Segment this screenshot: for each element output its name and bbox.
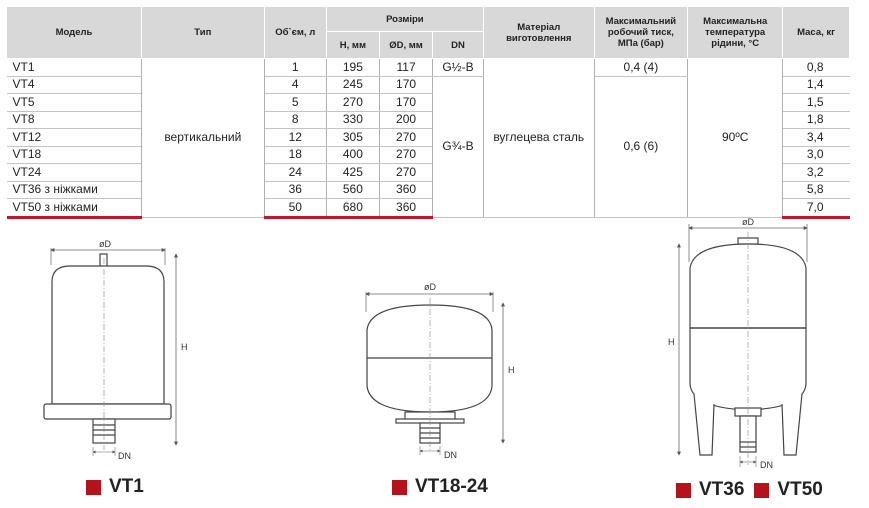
header-model: Модель xyxy=(7,7,142,59)
cell-model: VT50 з ніжками xyxy=(7,199,142,218)
cell-volume: 12 xyxy=(264,129,326,147)
cell-type: вертикальний xyxy=(141,59,264,218)
header-mass: Маса, кг xyxy=(783,7,850,59)
cell-model: VT18 xyxy=(7,146,142,164)
cell-pressure: 0,4 (4) xyxy=(594,59,688,77)
cell-d: 170 xyxy=(379,76,432,94)
cell-h: 305 xyxy=(326,129,379,147)
vt1-height-label: H xyxy=(181,342,188,352)
vt18-24-height-label: H xyxy=(508,365,515,375)
vt36-50-dn-label: DN xyxy=(760,460,773,470)
cell-volume: 24 xyxy=(264,164,326,182)
caption-vt36-vt50 xyxy=(676,479,823,501)
cell-d: 200 xyxy=(379,111,432,129)
cell-model: VT24 xyxy=(7,164,142,182)
header-h: Н, мм xyxy=(326,32,379,59)
header-d: ØD, мм xyxy=(379,32,432,59)
cell-h: 330 xyxy=(326,111,379,129)
cell-volume: 5 xyxy=(264,94,326,112)
header-temperature: Максимальна температура рідини, °С xyxy=(688,7,783,59)
cell-mass: 5,8 xyxy=(783,181,850,199)
cell-mass: 3,2 xyxy=(783,164,850,182)
cell-model: VT1 xyxy=(7,59,142,77)
cell-volume: 4 xyxy=(264,76,326,94)
cell-temperature: 90ºC xyxy=(688,59,783,218)
cell-volume: 1 xyxy=(264,59,326,77)
cell-h: 680 xyxy=(326,199,379,218)
caption-vt36-text: VT36 xyxy=(699,479,745,500)
vt1-drawing xyxy=(44,248,176,456)
caption-vt1-text: VT1 xyxy=(109,476,144,497)
cell-d: 270 xyxy=(379,164,432,182)
caption-vt1 xyxy=(86,476,144,498)
cell-h: 425 xyxy=(326,164,379,182)
header-dimensions: Розміри xyxy=(326,7,483,32)
cell-d: 270 xyxy=(379,129,432,147)
tank-drawings xyxy=(0,215,869,508)
vt36-50-height-label: H xyxy=(668,337,675,347)
red-square-icon xyxy=(676,483,691,498)
cell-volume: 50 xyxy=(264,199,326,218)
cell-material: вуглецева сталь xyxy=(483,59,594,218)
vt18-24-dn-label: DN xyxy=(444,450,457,460)
vt18-24-diameter-label: øD xyxy=(424,282,436,292)
vt36-50-drawing xyxy=(679,224,807,467)
cell-model: VT8 xyxy=(7,111,142,129)
cell-mass: 7,0 xyxy=(783,199,850,218)
cell-mass: 1,5 xyxy=(783,94,850,112)
header-dn: DN xyxy=(433,32,484,59)
cell-h: 245 xyxy=(326,76,379,94)
header-volume: Об`єм, л xyxy=(264,7,326,59)
red-square-icon xyxy=(86,480,101,495)
cell-h: 270 xyxy=(326,94,379,112)
header-material: Матеріал виготовлення xyxy=(483,7,594,59)
cell-model: VT5 xyxy=(7,94,142,112)
cell-mass: 0,8 xyxy=(783,59,850,77)
table-row xyxy=(7,59,850,77)
cell-d: 360 xyxy=(379,199,432,218)
header-pressure: Максимальний робочий тиск, МПа (бар) xyxy=(594,7,688,59)
cell-mass: 3,4 xyxy=(783,129,850,147)
vt1-dn-label: DN xyxy=(118,451,131,461)
cell-dn: G½-B xyxy=(433,59,484,77)
caption-vt18-24 xyxy=(392,476,488,498)
cell-h: 195 xyxy=(326,59,379,77)
cell-model: VT4 xyxy=(7,76,142,94)
cell-mass: 1,4 xyxy=(783,76,850,94)
cell-volume: 8 xyxy=(264,111,326,129)
caption-vt50-text: VT50 xyxy=(777,479,823,500)
cell-d: 360 xyxy=(379,181,432,199)
vt36-50-diameter-label: øD xyxy=(742,217,754,227)
cell-volume: 36 xyxy=(264,181,326,199)
vt1-diameter-label: øD xyxy=(99,239,111,249)
cell-mass: 3,0 xyxy=(783,146,850,164)
cell-volume: 18 xyxy=(264,146,326,164)
cell-d: 270 xyxy=(379,146,432,164)
cell-model: VT36 з ніжками xyxy=(7,181,142,199)
header-type: Тип xyxy=(141,7,264,59)
cell-dn: G¾-B xyxy=(433,76,484,217)
spec-table xyxy=(6,6,850,219)
red-square-icon xyxy=(392,480,407,495)
cell-h: 560 xyxy=(326,181,379,199)
cell-d: 170 xyxy=(379,94,432,112)
cell-pressure: 0,6 (6) xyxy=(594,76,688,217)
caption-vt18-24-text: VT18-24 xyxy=(415,476,488,497)
vt18-24-drawing xyxy=(366,292,503,455)
cell-mass: 1,8 xyxy=(783,111,850,129)
red-square-icon xyxy=(754,483,769,498)
cell-h: 400 xyxy=(326,146,379,164)
cell-model: VT12 xyxy=(7,129,142,147)
cell-d: 117 xyxy=(379,59,432,77)
